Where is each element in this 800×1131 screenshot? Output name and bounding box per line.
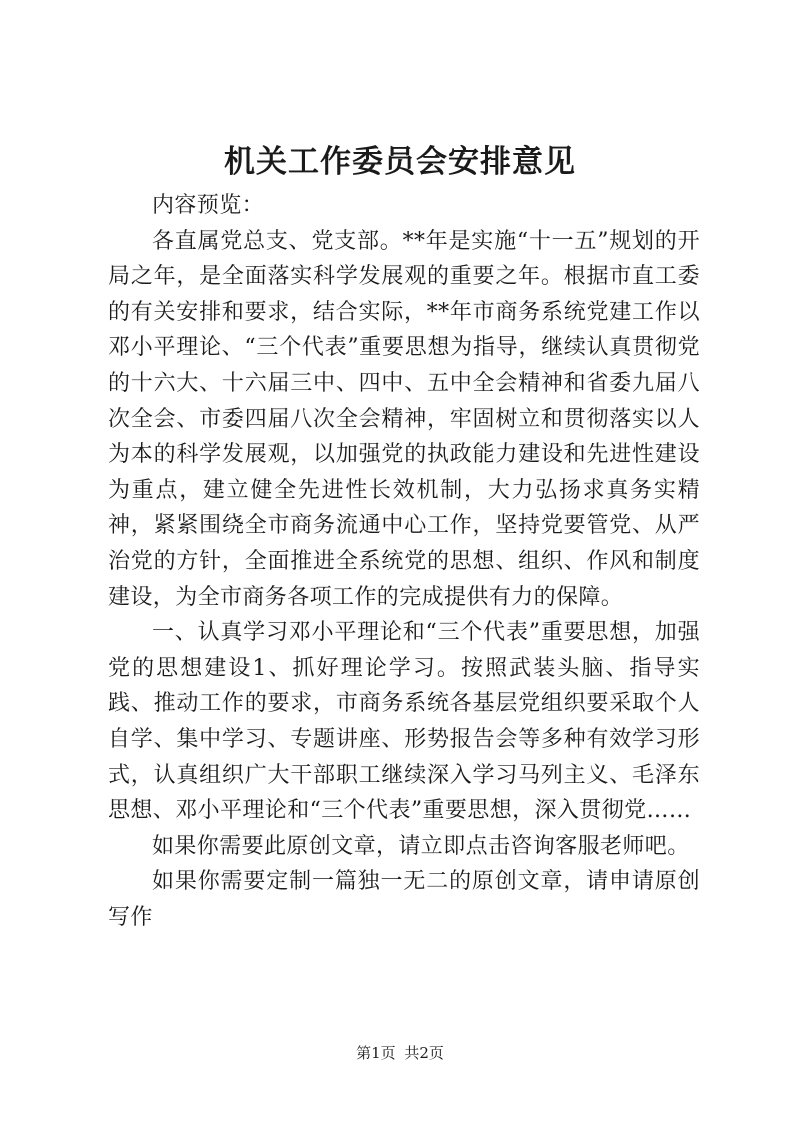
page-footer <box>0 1043 800 1063</box>
custom-writing-text: 如果你需要定制一篇独一无二的原创文章，请申请原创写作 <box>108 869 700 930</box>
preview-label: 内容预览： <box>152 193 265 218</box>
page-total: 共2页 <box>404 1044 444 1062</box>
document-body <box>108 188 700 935</box>
body-paragraph-intro: 各直属党总支、党支部。**年是实施“十一五”规划的开局之年，是全面落实科学发展观的重要之年。根据市直工委的有关安排和要求，结合实际，**年市商务系统党建工作以邓小平理论、“三个代表”重要思想为指导，继续认真贯彻党的十六大、十六届三中、四中、五中全会精神和省委九届八次全会、市委四届八次全会精神，牢固树立和贯彻落实以人为本的科学发展观，以加强党的执政能力建设和先进性建设为重点，建立健全先进性长效机制，大力弘扬求真务实精神，紧紧围绕全市商务流通中心工作，坚持党要管党、从严治党的方针，全面推进全系统党的思想、组织、作风和制度建设，为全市商务各项工作的完成提供有力的保障。 <box>108 228 700 610</box>
document-title: 机关工作委员会安排意见 <box>224 144 576 180</box>
contact-link-text[interactable]: 如果你需要此原创文章，请立即点击咨询客服老师吧。 <box>152 833 690 859</box>
body-paragraph-section-one: 一、认真学习邓小平理论和“三个代表”重要思想，加强党的思想建设1、抓好理论学习。按照武装头脑、指导实践、推动工作的要求，市商务系统各基层党组织要采取个人自学、集中学习、专题讲座、形势报告会等多种有效学习形式，认真组织广大干部职工继续深入学习马列主义、毛泽东思想、邓小平理论和“三个代表”重要思想，深入贯彻党…… <box>108 620 700 824</box>
page-number: 第1页 <box>356 1044 396 1062</box>
